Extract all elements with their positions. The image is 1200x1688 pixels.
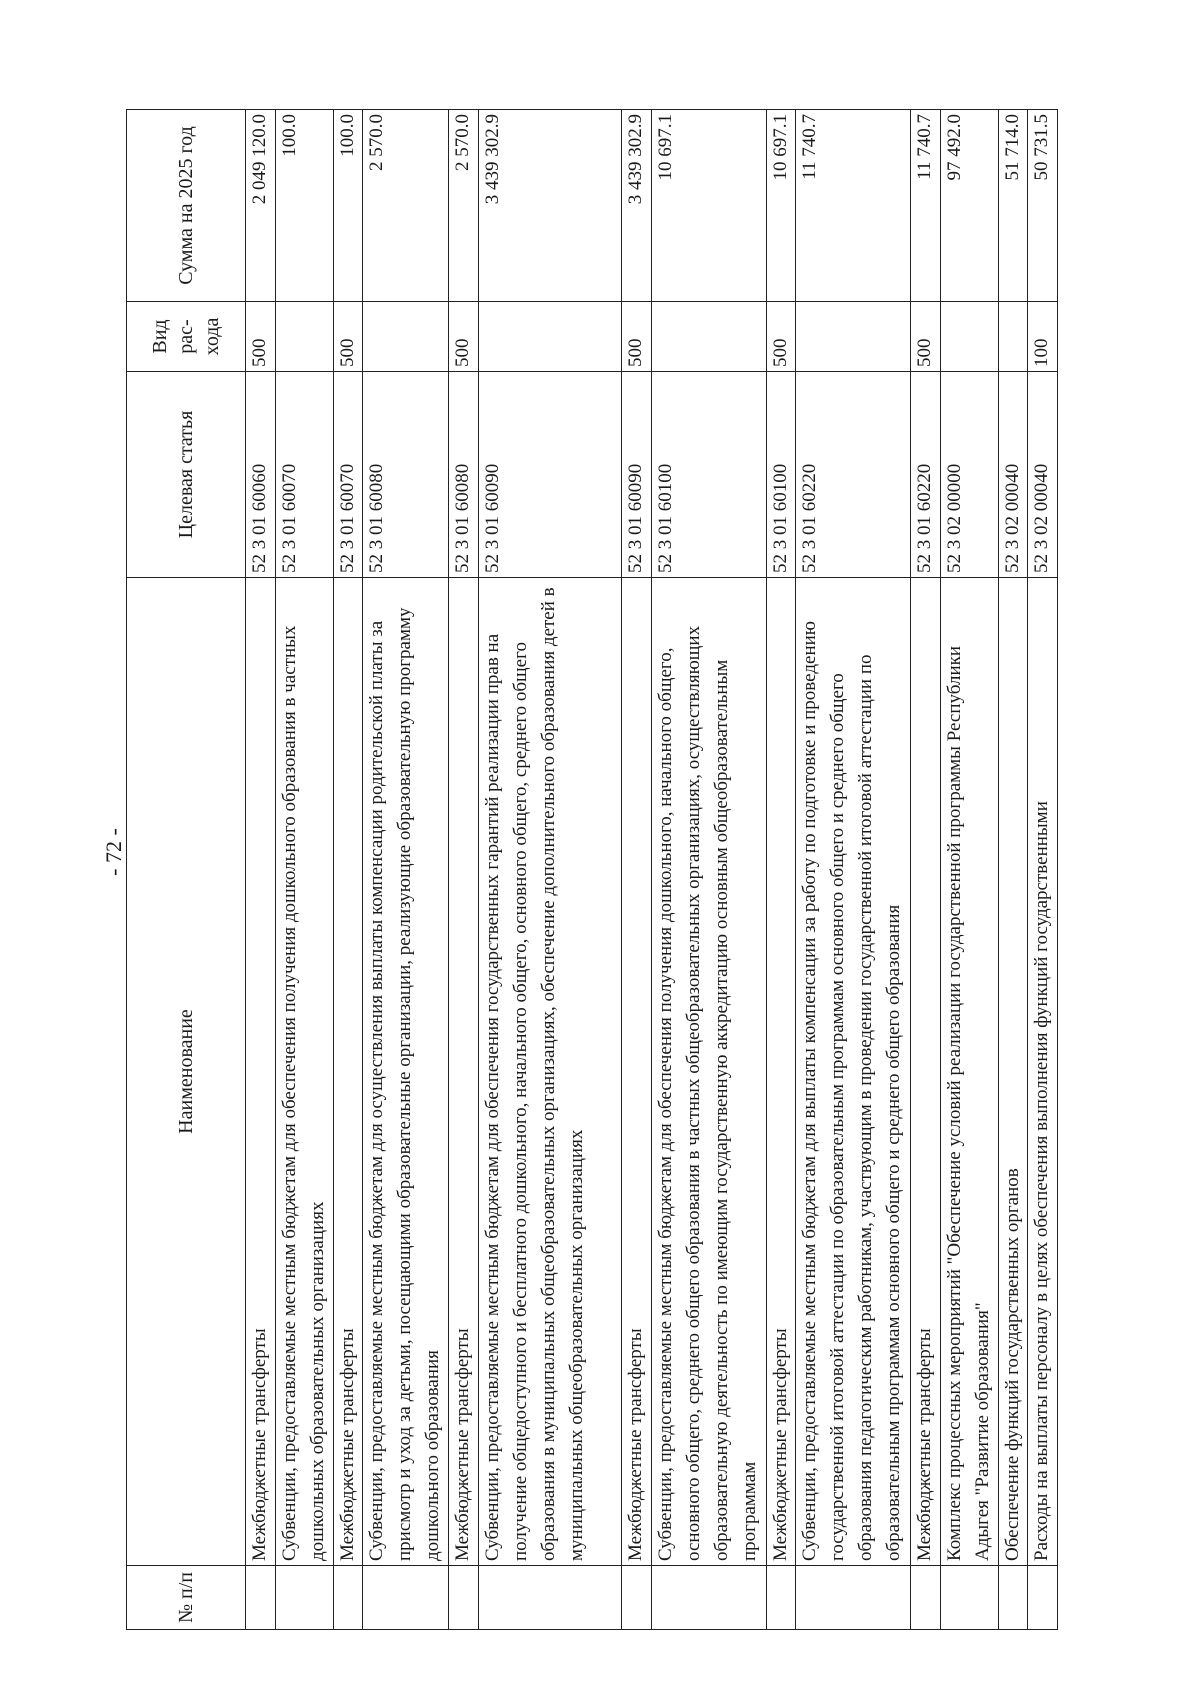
cell-name: Субвенции, предоставляемые местным бюджетам для обеспечения получения дошкольного, начального общего, основного общего, среднего общего образования в частных общеобразовательных организациях, осуществляющих образовательную деятельность по имеющим государственную аккредитацию основным общеобразовательным программам bbox=[651, 578, 766, 1566]
cell-code: 52 3 01 60220 bbox=[911, 372, 941, 578]
cell-num bbox=[651, 1566, 766, 1630]
table-row bbox=[796, 110, 911, 1630]
cell-vid bbox=[998, 302, 1028, 372]
cell-code: 52 3 02 00040 bbox=[998, 372, 1028, 578]
cell-sum: 51 714.0 bbox=[998, 110, 1028, 302]
cell-vid: 100 bbox=[1028, 302, 1058, 372]
cell-code: 52 3 01 60100 bbox=[651, 372, 766, 578]
cell-num bbox=[275, 1566, 333, 1630]
table-row bbox=[246, 110, 276, 1630]
budget-table bbox=[126, 109, 1058, 1630]
cell-sum: 3 439 302.9 bbox=[622, 110, 652, 302]
cell-sum: 3 439 302.9 bbox=[478, 110, 621, 302]
cell-code: 52 3 01 60070 bbox=[333, 372, 363, 578]
cell-vid bbox=[940, 302, 998, 372]
cell-code: 52 3 02 00040 bbox=[1028, 372, 1058, 578]
header-name: Наименование bbox=[127, 578, 246, 1566]
cell-name: Межбюджетные трансферты bbox=[622, 578, 652, 1566]
cell-num bbox=[246, 1566, 276, 1630]
cell-name: Межбюджетные трансферты bbox=[911, 578, 941, 1566]
cell-vid: 500 bbox=[622, 302, 652, 372]
page-number: - 72 - bbox=[101, 828, 126, 876]
cell-num bbox=[333, 1566, 363, 1630]
cell-name: Межбюджетные трансферты bbox=[449, 578, 479, 1566]
table-header-row bbox=[127, 110, 246, 1630]
cell-vid bbox=[363, 302, 449, 372]
cell-code: 52 3 01 60080 bbox=[363, 372, 449, 578]
table-row bbox=[333, 110, 363, 1630]
header-num: № п/п bbox=[127, 1566, 246, 1630]
cell-code: 52 3 01 60100 bbox=[766, 372, 796, 578]
cell-sum: 11 740.7 bbox=[796, 110, 911, 302]
table-row bbox=[363, 110, 449, 1630]
cell-vid bbox=[275, 302, 333, 372]
cell-vid bbox=[651, 302, 766, 372]
table-row bbox=[940, 110, 998, 1630]
cell-code: 52 3 02 00000 bbox=[940, 372, 998, 578]
header-vid: Вид рас-хода bbox=[127, 302, 246, 372]
table-row bbox=[478, 110, 621, 1630]
table-row bbox=[622, 110, 652, 1630]
cell-vid bbox=[478, 302, 621, 372]
budget-table-area bbox=[126, 110, 1058, 1630]
cell-sum: 11 740.7 bbox=[911, 110, 941, 302]
cell-vid: 500 bbox=[911, 302, 941, 372]
table-row bbox=[1028, 110, 1058, 1630]
cell-num bbox=[1028, 1566, 1058, 1630]
cell-num bbox=[449, 1566, 479, 1630]
table-row bbox=[275, 110, 333, 1630]
cell-sum: 100.0 bbox=[333, 110, 363, 302]
cell-name: Обеспечение функций государственных органов bbox=[998, 578, 1028, 1566]
cell-vid: 500 bbox=[333, 302, 363, 372]
cell-vid: 500 bbox=[766, 302, 796, 372]
cell-sum: 100.0 bbox=[275, 110, 333, 302]
cell-code: 52 3 01 60060 bbox=[246, 372, 276, 578]
cell-code: 52 3 01 60220 bbox=[796, 372, 911, 578]
cell-sum: 50 731.5 bbox=[1028, 110, 1058, 302]
cell-num bbox=[622, 1566, 652, 1630]
header-sum: Сумма на 2025 год bbox=[127, 110, 246, 302]
cell-vid bbox=[796, 302, 911, 372]
cell-name: Межбюджетные трансферты bbox=[246, 578, 276, 1566]
rotated-table-container bbox=[126, 110, 1058, 1630]
cell-code: 52 3 01 60070 bbox=[275, 372, 333, 578]
cell-sum: 2 570.0 bbox=[363, 110, 449, 302]
table-row bbox=[449, 110, 479, 1630]
cell-num bbox=[998, 1566, 1028, 1630]
cell-name: Субвенции, предоставляемые местным бюджетам для осуществления выплаты компенсации родительской платы за присмотр и уход за детьми, посещающими образовательные организации, реализующие образовательную программу дошкольного образования bbox=[363, 578, 449, 1566]
cell-num bbox=[796, 1566, 911, 1630]
table-row bbox=[766, 110, 796, 1630]
cell-name: Расходы на выплаты персоналу в целях обеспечения выполнения функций государственными bbox=[1028, 578, 1058, 1566]
table-row bbox=[998, 110, 1028, 1630]
cell-name: Субвенции, предоставляемые местным бюджетам для обеспечения получения дошкольного образования в частных дошкольных образовательных организациях bbox=[275, 578, 333, 1566]
cell-vid: 500 bbox=[246, 302, 276, 372]
cell-sum: 2 049 120.0 bbox=[246, 110, 276, 302]
cell-name: Межбюджетные трансферты bbox=[766, 578, 796, 1566]
cell-sum: 97 492.0 bbox=[940, 110, 998, 302]
cell-name: Субвенции, предоставляемые местным бюджетам для обеспечения государственных гарантий реализации прав на получение общедоступного и бесплатного дошкольного, начального общего, основного общего, среднего общего образования в муниципальных общеобразовательных организациях, обеспечение дополнительного образования детей в муниципальных общеобразовательных организациях bbox=[478, 578, 621, 1566]
cell-name: Комплекс процессных мероприятий "Обеспечение условий реализации государственной программы Республики Адыгея "Развитие образования" bbox=[940, 578, 998, 1566]
cell-num bbox=[940, 1566, 998, 1630]
cell-code: 52 3 01 60090 bbox=[478, 372, 621, 578]
cell-sum: 10 697.1 bbox=[766, 110, 796, 302]
cell-code: 52 3 01 60090 bbox=[622, 372, 652, 578]
cell-num bbox=[766, 1566, 796, 1630]
cell-name: Межбюджетные трансферты bbox=[333, 578, 363, 1566]
table-row bbox=[651, 110, 766, 1630]
cell-name: Субвенции, предоставляемые местным бюджетам для выплаты компенсации за работу по подготовке и проведению государственной итоговой аттестации по образовательным программам основного общего и среднего общего образования педагогическим работникам, участвующим в проведении государственной итоговой аттестации по образовательным программам основного общего и среднего общего образования bbox=[796, 578, 911, 1566]
cell-num bbox=[478, 1566, 621, 1630]
cell-num bbox=[911, 1566, 941, 1630]
cell-num bbox=[363, 1566, 449, 1630]
cell-sum: 2 570.0 bbox=[449, 110, 479, 302]
cell-code: 52 3 01 60080 bbox=[449, 372, 479, 578]
table-row bbox=[911, 110, 941, 1630]
cell-sum: 10 697.1 bbox=[651, 110, 766, 302]
header-code: Целевая статья bbox=[127, 372, 246, 578]
cell-vid: 500 bbox=[449, 302, 479, 372]
